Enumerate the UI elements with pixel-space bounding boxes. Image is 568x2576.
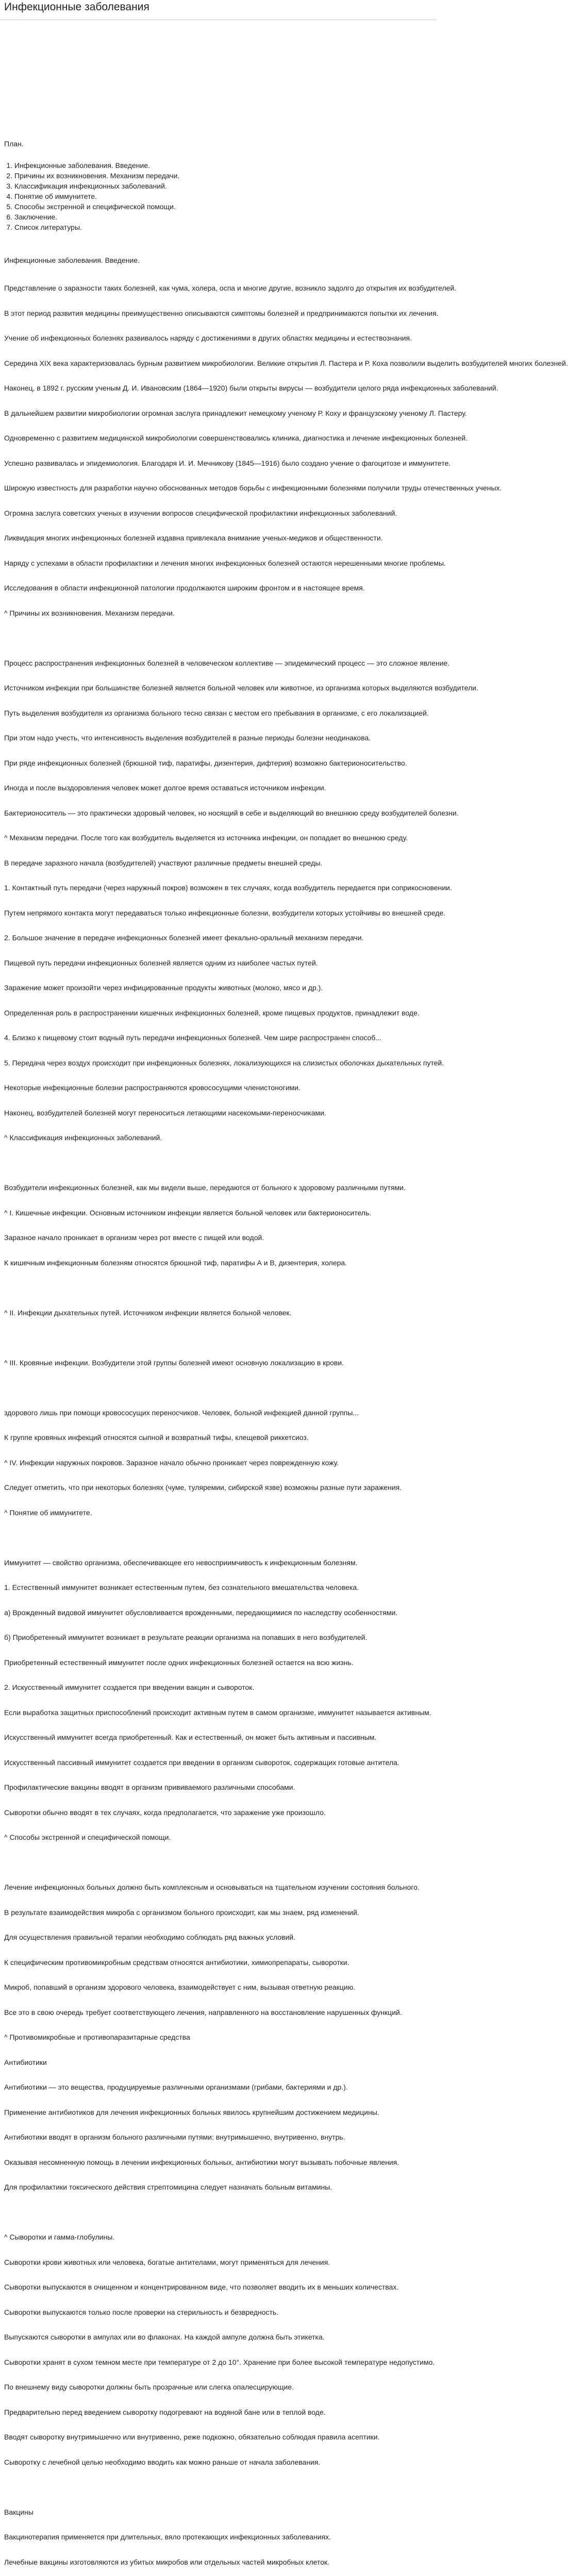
- paragraph-line: [4, 634, 437, 642]
- paragraph-line: Огромна заслуга советских ученых в изучении вопросов специфической профилактики инфекционных заболеваний.: [4, 509, 397, 517]
- paragraph-line: Иммунитет — свойство организма, обеспечивающее его невосприимчивость к инфекционным болезням.: [4, 1558, 358, 1567]
- paragraph-line: Для профилактики токсического действия стрептомицина следует назначать больным витамины.: [4, 2183, 332, 2191]
- paragraph-line: Все это в свою очередь требует соответствующего лечения, направленного на восстановление нарушенных функций.: [4, 2008, 402, 2016]
- paragraph-line: Процесс распространения инфекционных болезней в человеческом коллективе — эпидемический процесс — это сложное явление.: [4, 658, 450, 667]
- paragraph-line: [4, 1159, 437, 1167]
- paragraph-line: Сыворотки выпускаются в очищенном и концентрированном виде, что позволяет вводить их в меньших количествах.: [4, 2283, 399, 2291]
- paragraph-line: К специфическим противомикробным средствам относятся антибиотики, химиопрепараты, сыворотки.: [4, 1958, 349, 1967]
- section-heading: ^ Способы экстренной и специфической помощи.: [4, 1833, 171, 1841]
- paragraph-line: [4, 2208, 437, 2216]
- plan-list: [4, 160, 437, 232]
- paragraph-line: Лечение инфекционных больных должно быть комплексным и основываться на тщательном изучении состояния больного.: [4, 1883, 420, 1891]
- paragraph-line: Оказывая несомненную помощь в лечении инфекционных больных, антибиотики могут вызывать побочные явления.: [4, 2158, 399, 2166]
- paragraph-line: При ряде инфекционных болезней (брюшной тиф, паратифы, дизентерия, дифтерия) возможно бактерионосительство.: [4, 758, 407, 767]
- paragraph-line: Приобретенный естественный иммунитет после одних инфекционных болезней остается на всю жизнь.: [4, 1658, 354, 1667]
- section-heading: ^ Механизм передачи. После того как возбудитель выделяется из источника инфекции, он попадает во внешнюю среду.: [4, 834, 408, 842]
- paragraph-line: Выпускаются сыворотки в ампулах или во флаконах. На каждой ампуле должна быть этикетка.: [4, 2333, 325, 2341]
- paragraph-line: Исследования в области инфекционной патологии продолжаются широким фронтом и в настоящее время.: [4, 584, 365, 592]
- paragraph-line: Наконец, возбудителей болезней могут переноситься летающими насекомыми-переносчиками.: [4, 1108, 326, 1117]
- paragraph-line: [4, 2483, 437, 2491]
- paragraph-line: Лечебные вакцины изготовляются из убитых микробов или отдельных частей микробных клеток.: [4, 2557, 330, 2566]
- plan-item: 4. Понятие об иммунитете.: [14, 191, 437, 201]
- plan-item: 3. Классификация инфекционных заболеваний.: [14, 181, 437, 191]
- paragraph-line: Применение антибиотиков для лечения инфекционных больных явилось крупнейшим достижением медицины.: [4, 2108, 379, 2116]
- paragraph-line: Некоторые инфекционные болезни распространяются кровососущими членистоногими.: [4, 1083, 300, 1092]
- paragraph-line: Антибиотики вводят в организм больного различными путями: внутримышечно, внутривенно, внутрь.: [4, 2133, 345, 2141]
- section-heading: ^ Причины их возникновения. Механизм передачи.: [4, 608, 175, 617]
- paragraph-line: Заразное начало проникает в организм через рот вместе с пищей или водой.: [4, 1233, 264, 1242]
- paragraph-line: Антибиотики: [4, 2058, 47, 2066]
- paragraph-line: Для осуществления правильной терапии необходимо соблюдать ряд важных условий.: [4, 1933, 296, 1941]
- section-heading: ^ IV. Инфекции наружных покровов. Заразное начало обычно проникает через поврежденную кожу.: [4, 1458, 339, 1467]
- paragraph-line: В этот период развития медицины преимущественно описываются симптомы болезней и предпринимаются попытки их лечения.: [4, 309, 439, 317]
- paragraph-line: 4. Близко к пищевому стоит водный путь передачи инфекционных болезней. Чем шире распространен способ...: [4, 1033, 382, 1042]
- paragraph-line: Середина XIX века характеризовалась бурным развитием микробиологии. Великие открытия Л. Пастера и Р. Коха позволили выделить возбудителей многих болезней.: [4, 359, 568, 367]
- paragraph-line: Успешно развивалась и эпидемиология. Благодаря И. И. Мечникову (1845—1916) было создано учение о фагоцитозе и иммунитете.: [4, 459, 451, 467]
- plan-label: План.: [4, 140, 24, 148]
- section-heading: ^ I. Кишечные инфекции. Основным источником инфекции является больной человек или бактерионоситель.: [4, 1208, 372, 1217]
- paragraph-line: 2. Большое значение в передаче инфекционных болезней имеет фекально-оральный механизм передачи.: [4, 934, 364, 942]
- page-title: Инфекционные заболевания: [4, 1, 149, 13]
- paragraph-line: Вводят сыворотку внутримышечно или внутривенно, реже подкожно, обязательно соблюдая правила асептики.: [4, 2433, 380, 2441]
- paragraph-line: 5. Передача через воздух происходит при инфекционных болезнях, локализующихся на слизистых оболочках дыхательных путей.: [4, 1058, 444, 1067]
- section-heading: ^ Классификация инфекционных заболеваний.: [4, 1133, 162, 1142]
- paragraph-line: Ликвидация многих инфекционных болезней издавна привлекала внимание ученых-медиков и общественности.: [4, 534, 383, 542]
- paragraph-line: б) Приобретенный иммунитет возникает в результате реакции организма на попавших в него возбудителей.: [4, 1633, 367, 1641]
- paragraph-line: В результате взаимодействия микроба с организмом больного происходит, как мы знаем, ряд изменений.: [4, 1908, 359, 1917]
- paragraph-line: К группе кровяных инфекций относятся сыпной и возвратный тифы, клещевой риккетсиоз.: [4, 1433, 309, 1442]
- paragraph-list: [4, 284, 568, 2576]
- paragraph-line: Искусственный пассивный иммунитет создается при введении в организм сывороток, содержащих готовые антитела.: [4, 1758, 399, 1767]
- paragraph-line: 1. Контактный путь передачи (через наружный покров) возможен в тех случаях, когда возбудитель передается при соприкосновении.: [4, 884, 452, 892]
- paragraph-line: Наряду с успехами в области профилактики и лечения многих инфекционных болезней остаются нерешенными многие проблемы.: [4, 558, 446, 567]
- paragraph-line: здорового лишь при помощи кровососущих переносчиков. Человек, больной инфекцией данной группы...: [4, 1408, 359, 1417]
- paragraph-line: К кишечным инфекционным болезням относятся брюшной тиф, паратифы А и В, дизентерия, холера.: [4, 1258, 347, 1267]
- paragraph-line: Сыворотку с лечебной целью необходимо вводить как можно раньше от начала заболевания.: [4, 2458, 321, 2466]
- paragraph-line: Путем непрямого контакта могут передаваться только инфекционные болезни, возбудители которых устойчивы во внешней среде.: [4, 908, 446, 917]
- paragraph-line: Представление о заразности таких болезней, как чума, холера, оспа и многие другие, возникло задолго до открытия их возбудителей.: [4, 284, 457, 292]
- paragraph-line: Заражение может произойти через инфицированные продукты животных (молоко, мясо и др.).: [4, 984, 323, 992]
- paragraph-line: Пищевой путь передачи инфекционных болезней является одним из наиболее частых путей.: [4, 958, 318, 967]
- paragraph-line: Источником инфекции при большинстве болезней является больной человек или животное, из организма которых выделяются возбудители.: [4, 684, 478, 692]
- paragraph-line: Путь выделения возбудителя из организма больного тесно связан с местом его пребывания в организме, с его локализацией.: [4, 708, 429, 717]
- paragraph-line: Искусственный иммунитет всегда приобретенный. Как и естественный, он может быть активным и пассивным.: [4, 1733, 377, 1741]
- section-heading: ^ II. Инфекции дыхательных путей. Источником инфекции является больной человек.: [4, 1308, 292, 1317]
- paragraph-line: Вакцинотерапия применяется при длительных, вяло протекающих инфекционных заболеваниях.: [4, 2533, 331, 2541]
- paragraph-line: 2. Искусственный иммунитет создается при введении вакцин и сывороток.: [4, 1683, 255, 1691]
- paragraph-line: Одновременно с развитием медицинской микробиологии совершенствовались клиника, диагностика и лечение инфекционных болезней.: [4, 434, 468, 442]
- paragraph-line: Следует отметить, что при некоторых болезнях (чуме, туляремии, сибирской язве) возможны разные пути заражения.: [4, 1483, 402, 1492]
- paragraph-line: Антибиотики — это вещества, продуцируемые различными организмами (грибами, бактериями и др.).: [4, 2083, 348, 2091]
- paragraph-line: Сыворотки крови животных или человека, богатые антителами, могут применяться для лечения.: [4, 2258, 330, 2266]
- paragraph-line: Сыворотки выпускаются только после проверки на стерильность и безвредность.: [4, 2308, 279, 2316]
- paragraph-line: Наконец, в 1892 г. русским ученым Д. И. Ивановским (1864—1920) были открыты вирусы — возбудители целого ряда инфекционных заболеваний.: [4, 384, 498, 392]
- paragraph-line: Бактерионоситель — это практически здоровый человек, но носящий в себе и выделяющий во внешнюю среду возбудителей болезни.: [4, 808, 459, 817]
- plan-item: 7. Список литературы.: [14, 222, 437, 232]
- paragraph-line: [4, 1283, 437, 1292]
- paragraph-line: [4, 1858, 437, 1867]
- paragraph-line: Учение об инфекционных болезнях развивалось наряду с достижениями в других областях медицины и естествознания.: [4, 334, 412, 342]
- paragraph-line: По внешнему виду сыворотки должны быть прозрачные или слегка опалесцирующие.: [4, 2383, 294, 2391]
- section-title: Инфекционные заболевания. Введение.: [4, 256, 140, 264]
- section-heading: ^ Сыворотки и гамма-глобулины.: [4, 2233, 115, 2241]
- paragraph-line: а) Врожденный видовой иммунитет обусловливается врожденными, передающимися по наследству особенностями.: [4, 1608, 398, 1617]
- paragraph-line: Определенная роль в распространении кишечных инфекционных болезней, кроме пищевых продуктов, принадлежит воде.: [4, 1008, 420, 1017]
- paragraph-line: Возбудители инфекционных болезней, как мы видели выше, передаются от больного к здоровому различными путями.: [4, 1183, 406, 1192]
- paragraph-line: Профилактические вакцины вводят в организм прививаемого различными способами.: [4, 1783, 295, 1791]
- paragraph-line: Если выработка защитных приспособлений происходит активным путем в самом организме, иммунитет называется активным.: [4, 1708, 431, 1717]
- plan-item: 5. Способы экстренной и специфической помощи.: [14, 201, 437, 212]
- paragraph-line: Широкую известность для разработки научно обоснованных методов борьбы с инфекционными болезнями получили труды отечественных ученых.: [4, 484, 502, 492]
- paragraph-line: 1. Естественный иммунитет возникает естественным путем, без сознательного вмешательства человека.: [4, 1583, 359, 1591]
- paragraph-line: Предварительно перед введением сыворотку подогревают на водяной бане или в теплой воде.: [4, 2408, 326, 2416]
- paragraph-line: Вакцины: [4, 2507, 34, 2516]
- plan-item: 1. Инфекционные заболевания. Введение.: [14, 160, 437, 171]
- paragraph-line: Сыворотки обычно вводят в тех случаях, когда предполагается, что заражение уже произошло.: [4, 1808, 326, 1817]
- plan-item: 2. Причины их возникновения. Механизм передачи.: [14, 171, 437, 181]
- section-heading: ^ III. Кровяные инфекции. Возбудители этой группы болезней имеют основную локализацию в крови.: [4, 1358, 344, 1367]
- paragraph-line: Иногда и после выздоровления человек может долгое время оставаться источником инфекции.: [4, 784, 326, 792]
- paragraph-line: [4, 1533, 437, 1541]
- paragraph-line: В передаче заразного начала (возбудителей) участвуют различные предметы внешней среды.: [4, 858, 323, 867]
- paragraph-line: [4, 1383, 437, 1392]
- paragraph-line: Сыворотки хранят в сухом темном месте при температуре от 2 до 10°. Хранение при более высокой температуре недопустимо.: [4, 2358, 435, 2366]
- paragraph-line: При этом надо учесть, что интенсивность выделения возбудителей в разные периоды болезни неодинакова.: [4, 734, 371, 742]
- section-heading: ^ Понятие об иммунитете.: [4, 1508, 92, 1517]
- paragraph-line: В дальнейшем развитии микробиологии огромная заслуга принадлежит немецкому ученому Р. Коху и французскому ученому Л. Пастеру.: [4, 409, 467, 417]
- paragraph-line: Микроб, попавший в организм здорового человека, взаимодействует с ним, вызывая ответную реакцию.: [4, 1983, 356, 1991]
- plan-item: 6. Заключение.: [14, 212, 437, 222]
- paragraph-line: [4, 1333, 437, 1342]
- section-heading: ^ Противомикробные и противопаразитарные средства: [4, 2033, 190, 2041]
- document-body: [0, 140, 568, 2576]
